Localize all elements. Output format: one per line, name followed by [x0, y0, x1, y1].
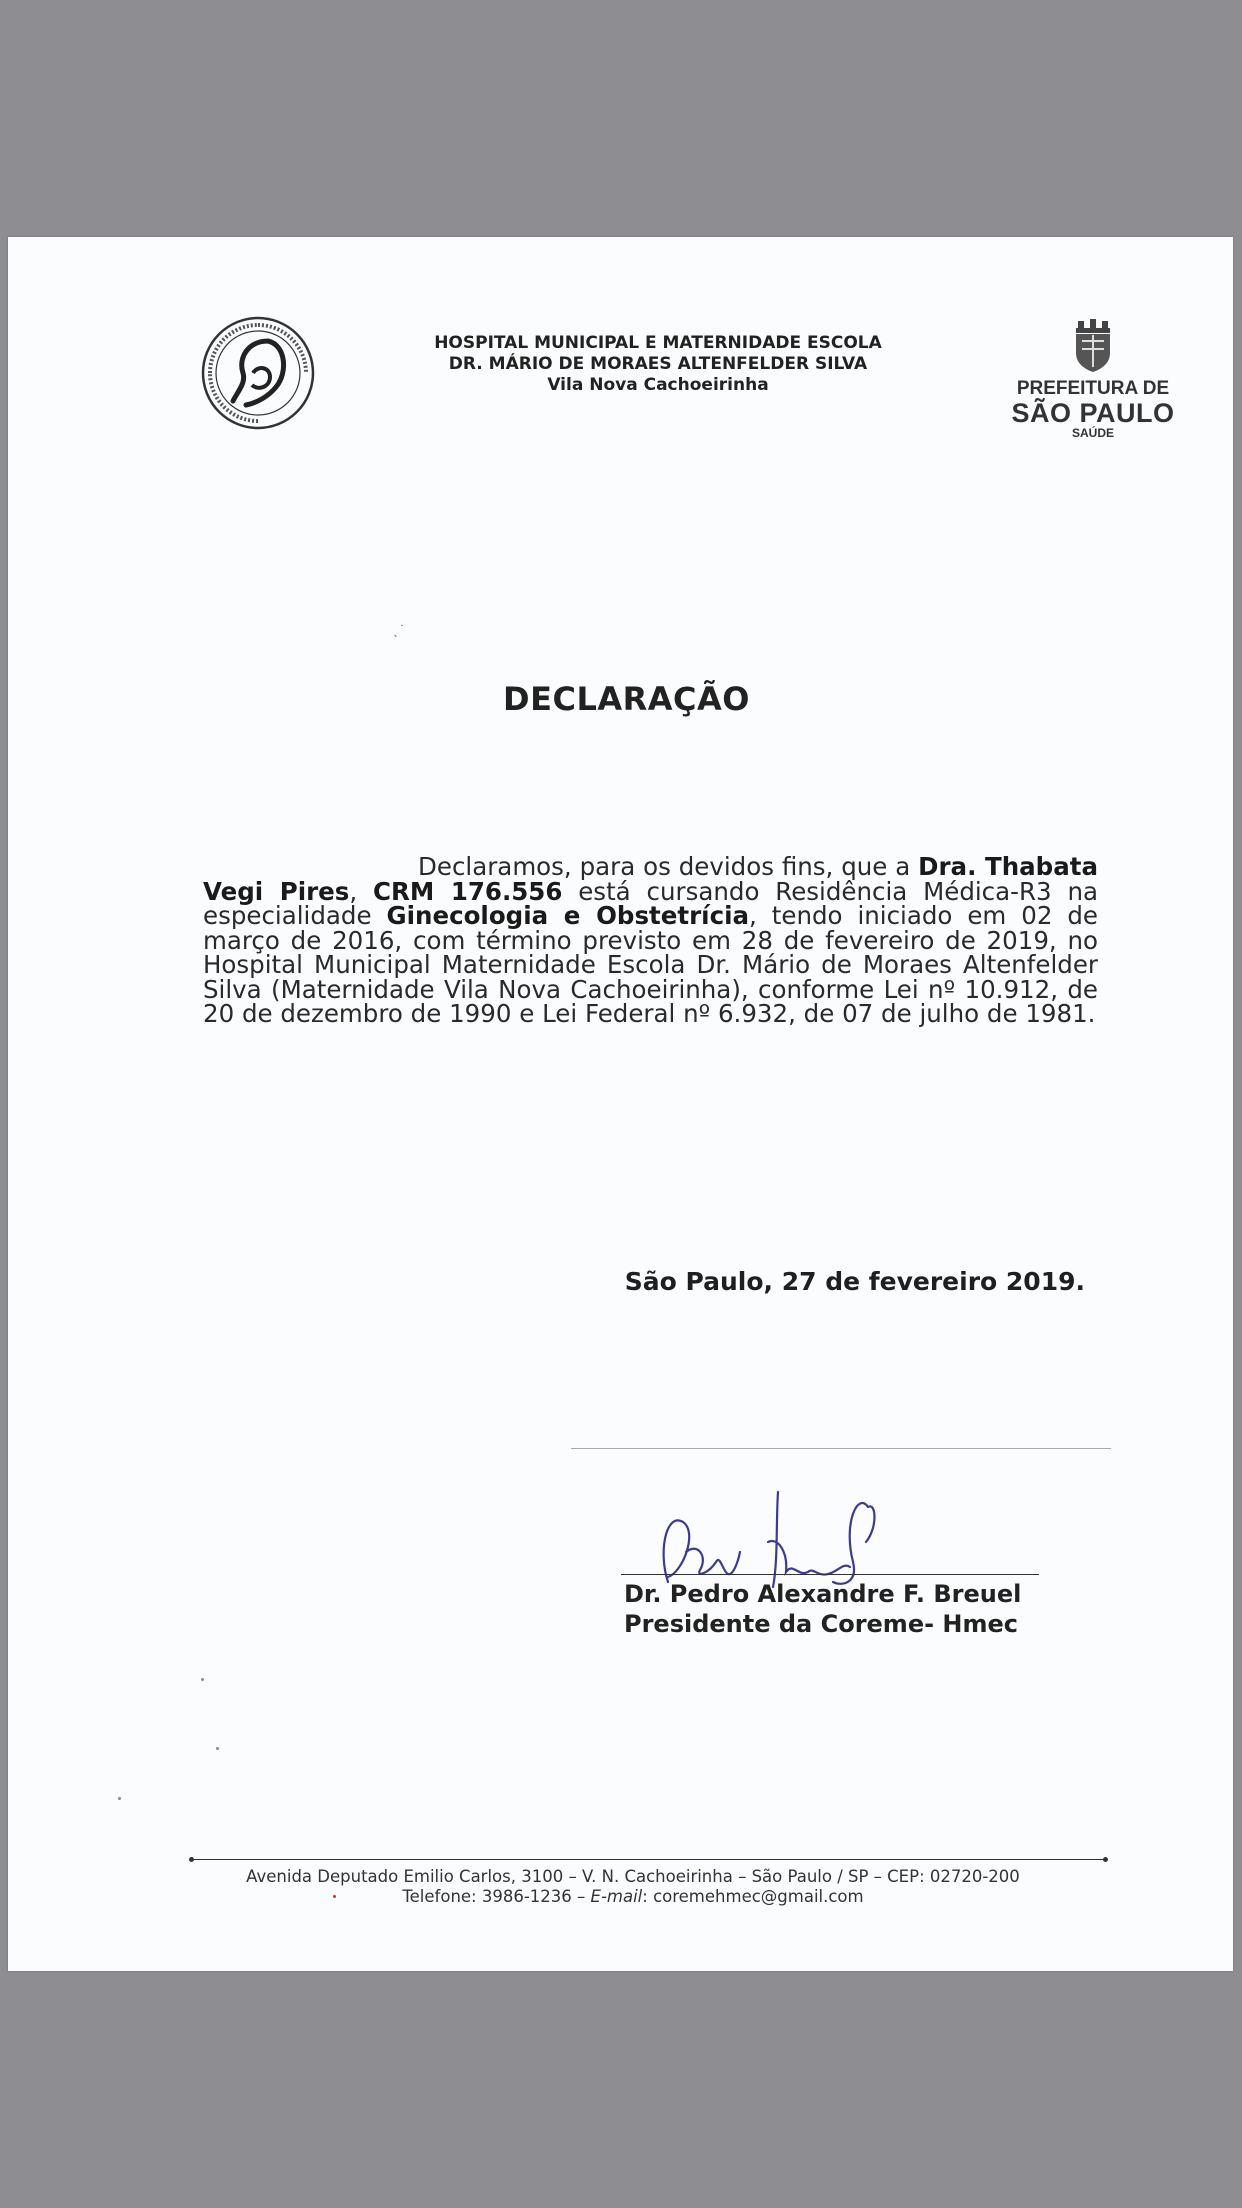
footer-email: : coremehmec@gmail.com [642, 1887, 864, 1906]
city-crest-icon [1070, 319, 1116, 373]
document-date: São Paulo, 27 de fevereiro 2019. [624, 1267, 1085, 1296]
document-title: DECLARAÇÃO [503, 680, 750, 718]
crm-number: CRM 176.556 [373, 876, 563, 906]
declaration-paragraph [203, 852, 1098, 1028]
footer-contact [158, 1867, 1108, 1907]
hospital-line-3: Vila Nova Cachoeirinha [547, 375, 769, 395]
footer-phone-email [158, 1887, 1108, 1907]
paper-speck [118, 1797, 121, 1800]
body-text-4: , tendo iniciado em 02 de março de 2016, com término previsto em 28 de fevereiro de 2019, no Hospital Municipal Maternidade Escola Dr. Mário de Moraes Altenfelder Silva (Maternidade Vila Nova Cachoeirinha), conforme Lei nº 10.912, de 20 de dezembro de 1990 e Lei Federal nº 6.932, de 07 de julho de 1981. [203, 901, 1098, 1028]
body-text-2: , [349, 876, 374, 906]
body-text-3: está cursando Residência Médica-R3 na especialidade [203, 876, 1098, 930]
doctor-name: Dra. Thabata Vegi Pires [203, 852, 1098, 906]
handwritten-signature [628, 1482, 958, 1592]
prefeitura-line-1: PREFEITURA DE [1016, 378, 1170, 399]
paper-speck [201, 1678, 204, 1681]
hospital-line-2: DR. MÁRIO DE MORAES ALTENFELDER SILVA [448, 354, 868, 374]
footer-rule [191, 1859, 1106, 1860]
body-text-1: Declaramos, para os devidos fins, que a [418, 852, 919, 881]
footer-phone: Telefone: 3986-1236 – [402, 1887, 591, 1906]
signer-role: Presidente da Coreme- Hmec [624, 1610, 1019, 1638]
hospital-line-1: HOSPITAL MUNICIPAL E MATERNIDADE ESCOLA [434, 333, 882, 353]
specialty: Ginecologia e Obstetrícia [386, 901, 750, 930]
prefeitura-logo [1008, 319, 1178, 439]
signer-name: Dr. Pedro Alexandre F. Breuel [624, 1580, 1022, 1608]
hospital-name-header [308, 333, 1008, 396]
footer-email-label: E-mail [590, 1887, 643, 1906]
hospital-seal-logo [198, 313, 318, 433]
prefeitura-line-2: SÃO PAULO [1011, 398, 1175, 428]
paper-speck [216, 1747, 219, 1750]
document-page [8, 237, 1233, 1971]
prefeitura-line-3: SAÚDE [1071, 426, 1114, 440]
paper-mark: ˎ˙ [393, 623, 405, 637]
divider-line [571, 1448, 1111, 1449]
signer-block [624, 1579, 1021, 1639]
footer-address: Avenida Deputado Emilio Carlos, 3100 – V. N. Cachoeirinha – São Paulo / SP – CEP: 02720-200 [246, 1867, 1020, 1886]
signature-line [621, 1574, 1039, 1575]
